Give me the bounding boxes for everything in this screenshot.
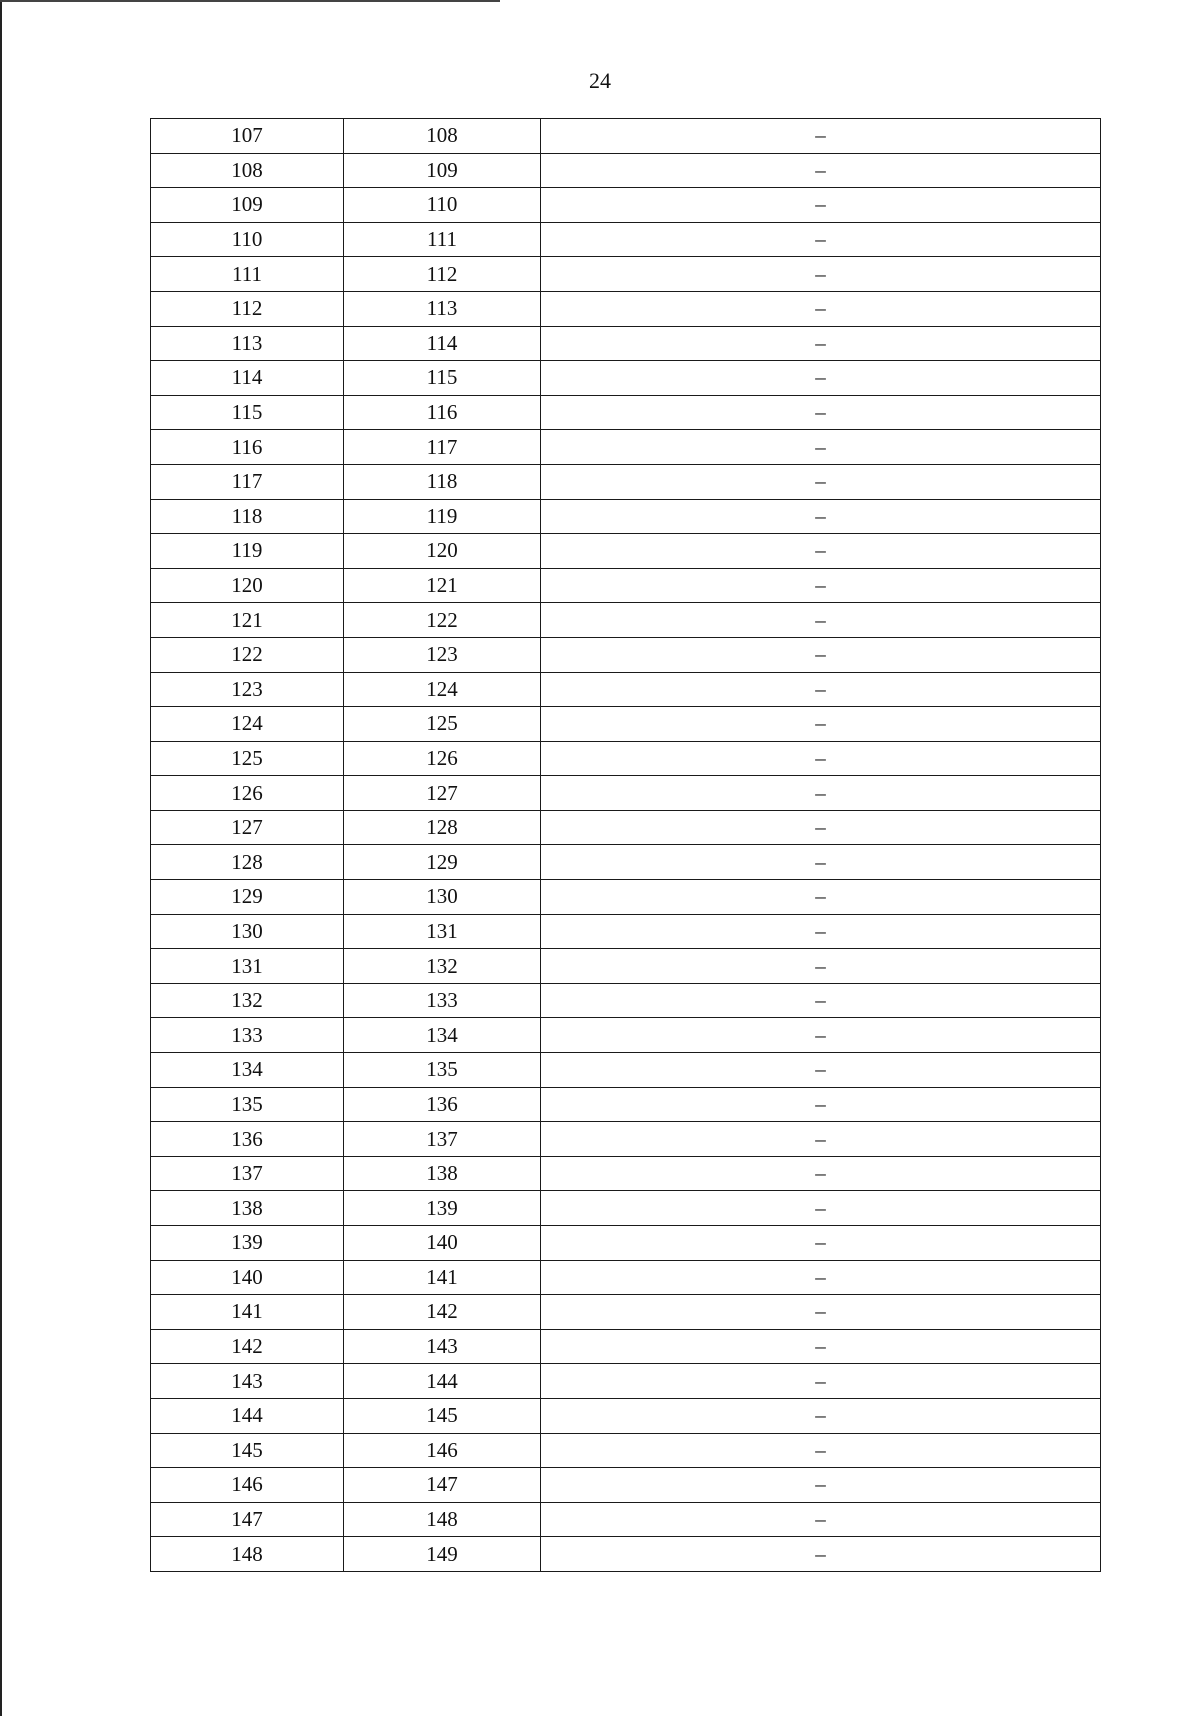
cell-value: – (541, 949, 1101, 984)
table-row (151, 361, 1101, 396)
cell-to: 131 (344, 914, 541, 949)
cell-from: 138 (151, 1191, 344, 1226)
cell-to: 108 (344, 119, 541, 154)
cell-to: 114 (344, 326, 541, 361)
table-row (151, 1364, 1101, 1399)
cell-to: 120 (344, 534, 541, 569)
cell-to: 109 (344, 153, 541, 188)
table-row (151, 1329, 1101, 1364)
cell-to: 112 (344, 257, 541, 292)
cell-from: 147 (151, 1502, 344, 1537)
cell-value: – (541, 1226, 1101, 1261)
table-row (151, 776, 1101, 811)
cell-to: 111 (344, 222, 541, 257)
cell-value: – (541, 1398, 1101, 1433)
cell-from: 122 (151, 637, 344, 672)
table-row (151, 153, 1101, 188)
cell-from: 143 (151, 1364, 344, 1399)
table-row (151, 603, 1101, 638)
cell-value: – (541, 1260, 1101, 1295)
table-row (151, 568, 1101, 603)
cell-to: 135 (344, 1053, 541, 1088)
cell-value: – (541, 119, 1101, 154)
cell-from: 139 (151, 1226, 344, 1261)
cell-value: – (541, 1364, 1101, 1399)
table-row (151, 914, 1101, 949)
cell-from: 125 (151, 741, 344, 776)
table-row (151, 741, 1101, 776)
cell-to: 140 (344, 1226, 541, 1261)
cell-to: 144 (344, 1364, 541, 1399)
cell-from: 131 (151, 949, 344, 984)
cell-to: 133 (344, 983, 541, 1018)
cell-from: 115 (151, 395, 344, 430)
cell-value: – (541, 326, 1101, 361)
table-row (151, 1191, 1101, 1226)
table-row (151, 1468, 1101, 1503)
table-row (151, 672, 1101, 707)
table-row (151, 119, 1101, 154)
cell-value: – (541, 707, 1101, 742)
cell-value: – (541, 776, 1101, 811)
cell-value: – (541, 291, 1101, 326)
cell-from: 135 (151, 1087, 344, 1122)
cell-value: – (541, 672, 1101, 707)
table-row (151, 534, 1101, 569)
cell-to: 130 (344, 880, 541, 915)
cell-from: 145 (151, 1433, 344, 1468)
cell-from: 128 (151, 845, 344, 880)
table-row (151, 810, 1101, 845)
cell-value: – (541, 1537, 1101, 1572)
cell-to: 147 (344, 1468, 541, 1503)
table-row (151, 499, 1101, 534)
cell-value: – (541, 810, 1101, 845)
table-row (151, 1295, 1101, 1330)
cell-value: – (541, 188, 1101, 223)
page-edge (0, 0, 2, 1716)
cell-value: – (541, 845, 1101, 880)
cell-value: – (541, 568, 1101, 603)
cell-from: 111 (151, 257, 344, 292)
cell-to: 116 (344, 395, 541, 430)
cell-value: – (541, 1122, 1101, 1157)
cell-value: – (541, 222, 1101, 257)
cell-from: 133 (151, 1018, 344, 1053)
cell-value: – (541, 741, 1101, 776)
cell-from: 123 (151, 672, 344, 707)
cell-to: 132 (344, 949, 541, 984)
table-row (151, 1018, 1101, 1053)
cell-from: 108 (151, 153, 344, 188)
cell-to: 134 (344, 1018, 541, 1053)
table-body (151, 119, 1101, 1572)
table-row (151, 1053, 1101, 1088)
table-row (151, 430, 1101, 465)
cell-value: – (541, 880, 1101, 915)
table-row (151, 257, 1101, 292)
table-row (151, 1156, 1101, 1191)
cell-to: 143 (344, 1329, 541, 1364)
cell-from: 114 (151, 361, 344, 396)
table-row (151, 1260, 1101, 1295)
cell-value: – (541, 153, 1101, 188)
cell-from: 148 (151, 1537, 344, 1572)
cell-from: 124 (151, 707, 344, 742)
cell-to: 113 (344, 291, 541, 326)
table-row (151, 880, 1101, 915)
top-edge-rule (0, 0, 500, 2)
data-table (150, 118, 1101, 1572)
cell-from: 136 (151, 1122, 344, 1157)
cell-to: 117 (344, 430, 541, 465)
cell-from: 140 (151, 1260, 344, 1295)
cell-to: 137 (344, 1122, 541, 1157)
table-row (151, 983, 1101, 1018)
table-row (151, 1537, 1101, 1572)
cell-to: 138 (344, 1156, 541, 1191)
cell-to: 139 (344, 1191, 541, 1226)
cell-value: – (541, 1295, 1101, 1330)
table-row (151, 707, 1101, 742)
cell-value: – (541, 1191, 1101, 1226)
cell-to: 110 (344, 188, 541, 223)
cell-value: – (541, 1329, 1101, 1364)
cell-from: 141 (151, 1295, 344, 1330)
cell-from: 142 (151, 1329, 344, 1364)
cell-to: 145 (344, 1398, 541, 1433)
cell-to: 121 (344, 568, 541, 603)
cell-value: – (541, 914, 1101, 949)
cell-from: 117 (151, 464, 344, 499)
cell-from: 121 (151, 603, 344, 638)
cell-from: 132 (151, 983, 344, 1018)
cell-to: 127 (344, 776, 541, 811)
cell-value: – (541, 1018, 1101, 1053)
cell-from: 119 (151, 534, 344, 569)
table-row (151, 188, 1101, 223)
page-number: 24 (589, 68, 611, 93)
table-row (151, 326, 1101, 361)
cell-to: 124 (344, 672, 541, 707)
table-row (151, 395, 1101, 430)
cell-value: – (541, 983, 1101, 1018)
table-row (151, 637, 1101, 672)
cell-from: 144 (151, 1398, 344, 1433)
cell-value: – (541, 361, 1101, 396)
cell-from: 116 (151, 430, 344, 465)
cell-from: 109 (151, 188, 344, 223)
cell-to: 126 (344, 741, 541, 776)
cell-value: – (541, 430, 1101, 465)
cell-from: 126 (151, 776, 344, 811)
cell-value: – (541, 534, 1101, 569)
cell-value: – (541, 637, 1101, 672)
cell-to: 122 (344, 603, 541, 638)
cell-from: 113 (151, 326, 344, 361)
cell-to: 146 (344, 1433, 541, 1468)
cell-value: – (541, 1087, 1101, 1122)
cell-value: – (541, 1156, 1101, 1191)
cell-value: – (541, 603, 1101, 638)
table-row (151, 1398, 1101, 1433)
table-row (151, 291, 1101, 326)
table-row (151, 1122, 1101, 1157)
cell-from: 137 (151, 1156, 344, 1191)
cell-from: 110 (151, 222, 344, 257)
cell-to: 123 (344, 637, 541, 672)
cell-to: 148 (344, 1502, 541, 1537)
cell-from: 127 (151, 810, 344, 845)
cell-to: 118 (344, 464, 541, 499)
cell-to: 141 (344, 1260, 541, 1295)
cell-to: 125 (344, 707, 541, 742)
cell-from: 130 (151, 914, 344, 949)
cell-from: 134 (151, 1053, 344, 1088)
cell-to: 128 (344, 810, 541, 845)
cell-to: 149 (344, 1537, 541, 1572)
table-row (151, 222, 1101, 257)
table-row (151, 464, 1101, 499)
cell-from: 107 (151, 119, 344, 154)
cell-value: – (541, 464, 1101, 499)
cell-value: – (541, 499, 1101, 534)
cell-value: – (541, 257, 1101, 292)
cell-from: 118 (151, 499, 344, 534)
table-row (151, 1502, 1101, 1537)
cell-from: 112 (151, 291, 344, 326)
cell-to: 136 (344, 1087, 541, 1122)
table-row (151, 949, 1101, 984)
table-row (151, 845, 1101, 880)
cell-value: – (541, 1053, 1101, 1088)
cell-from: 146 (151, 1468, 344, 1503)
cell-value: – (541, 395, 1101, 430)
cell-value: – (541, 1502, 1101, 1537)
cell-to: 129 (344, 845, 541, 880)
cell-value: – (541, 1468, 1101, 1503)
table-row (151, 1433, 1101, 1468)
cell-to: 142 (344, 1295, 541, 1330)
cell-from: 120 (151, 568, 344, 603)
table-row (151, 1087, 1101, 1122)
cell-to: 119 (344, 499, 541, 534)
table-row (151, 1226, 1101, 1261)
cell-to: 115 (344, 361, 541, 396)
cell-value: – (541, 1433, 1101, 1468)
cell-from: 129 (151, 880, 344, 915)
